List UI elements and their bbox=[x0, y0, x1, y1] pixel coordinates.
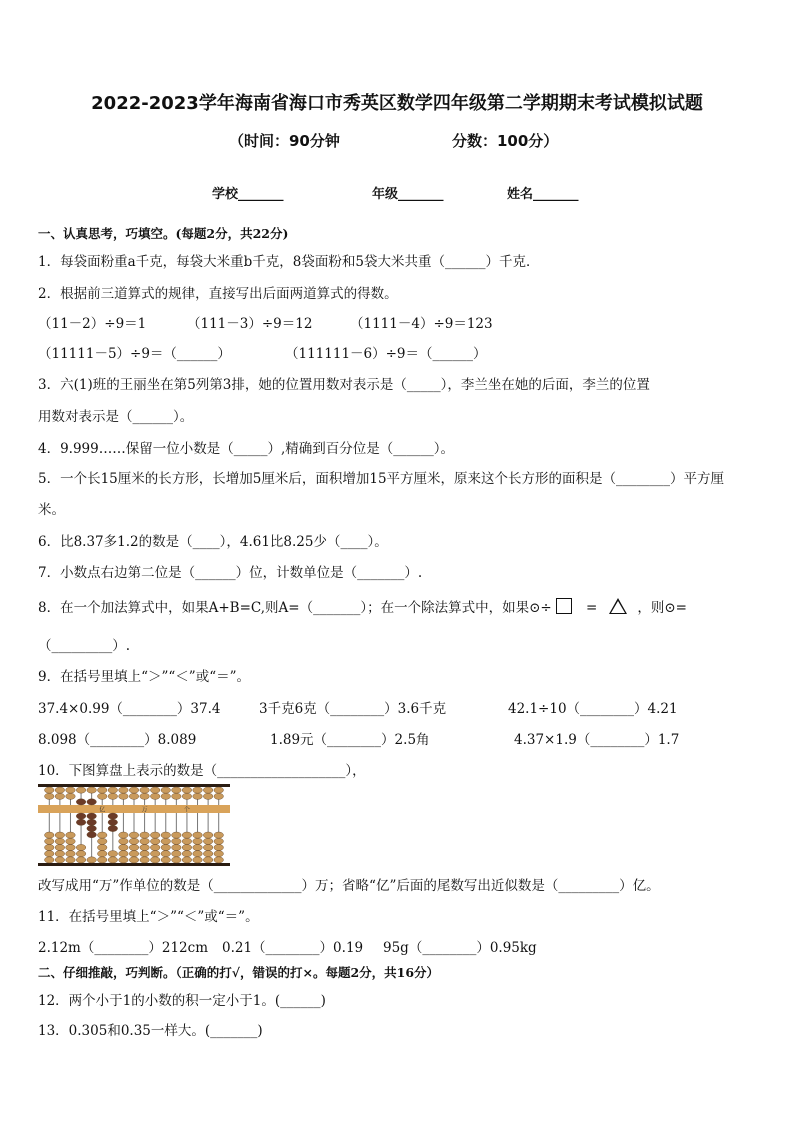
abacus-bead bbox=[45, 857, 55, 863]
question-5-line-1: 5．一个长15厘米的长方形，长增加5厘米后，面积增加15平方厘米，原来这个长方形的面积是（________）平方厘 bbox=[38, 471, 725, 487]
question-3-line-1: 3．六(1)班的王丽坐在第5列第3排，她的位置用数对表示是（_____），李兰坐在她的后面，李兰的位置 bbox=[38, 377, 650, 393]
question-5-line-2: 米。 bbox=[38, 502, 65, 518]
q2-expr-c: （1111－4）÷9＝123 bbox=[350, 316, 493, 332]
abacus-bead bbox=[203, 844, 213, 850]
abacus-bead bbox=[108, 819, 118, 825]
abacus-frame-top bbox=[38, 784, 230, 787]
abacus-bead bbox=[108, 787, 118, 793]
school-field: 学校_______ bbox=[212, 187, 284, 202]
q8-equals: = bbox=[586, 600, 598, 616]
q2-expr-e: （111111－6）÷9＝（______） bbox=[285, 346, 487, 362]
abacus-bead bbox=[108, 851, 118, 857]
abacus-bead bbox=[76, 813, 86, 819]
abacus-label: 亿 bbox=[99, 806, 106, 814]
q8-text-b: ，则⊙= bbox=[637, 600, 687, 616]
q11-item-1: 2.12m（________）212cm bbox=[38, 940, 208, 956]
abacus-bead bbox=[129, 793, 139, 799]
abacus-bead bbox=[108, 793, 118, 799]
abacus-bead bbox=[66, 857, 76, 863]
square-symbol-icon bbox=[556, 598, 572, 614]
abacus-bead bbox=[140, 832, 150, 838]
abacus-bead bbox=[129, 851, 139, 857]
abacus-bead bbox=[182, 832, 192, 838]
abacus-bead bbox=[161, 787, 171, 793]
abacus-bead bbox=[203, 857, 213, 863]
q9-item-4: 8.098（________）8.089 bbox=[38, 732, 197, 748]
abacus-bead bbox=[172, 851, 182, 857]
abacus-bead bbox=[108, 857, 118, 863]
abacus-bead bbox=[214, 787, 224, 793]
abacus-bead bbox=[76, 844, 86, 850]
abacus-bead bbox=[55, 787, 65, 793]
abacus-bead bbox=[55, 844, 65, 850]
triangle-symbol-icon bbox=[609, 598, 627, 614]
exam-score: 分数：100分） bbox=[452, 132, 559, 150]
abacus-bead bbox=[97, 844, 107, 850]
question-1: 1．每袋面粉重a千克，每袋大米重b千克，8袋面粉和5袋大米共重（______）千克． bbox=[38, 254, 540, 270]
abacus-label: 万 bbox=[141, 806, 148, 814]
abacus-bead bbox=[129, 857, 139, 863]
abacus-bead bbox=[66, 793, 76, 799]
question-8-line-2: （_________）. bbox=[38, 638, 131, 654]
abacus-bead bbox=[97, 793, 107, 799]
abacus-bead bbox=[87, 787, 97, 793]
abacus-bead bbox=[203, 787, 213, 793]
abacus-bead bbox=[119, 787, 129, 793]
abacus-bead bbox=[182, 844, 192, 850]
abacus-bead bbox=[45, 838, 55, 844]
question-3-line-2: 用数对表示是（______）。 bbox=[38, 409, 194, 425]
abacus-bead bbox=[87, 857, 97, 863]
abacus-bead bbox=[45, 844, 55, 850]
abacus-bead bbox=[140, 851, 150, 857]
abacus-frame-bottom bbox=[38, 863, 230, 866]
abacus-bead bbox=[150, 832, 160, 838]
question-7: 7．小数点右边第二位是（______）位，计数单位是（_______）. bbox=[38, 565, 423, 581]
abacus-bead bbox=[214, 844, 224, 850]
abacus-bead bbox=[172, 844, 182, 850]
abacus-bead bbox=[203, 832, 213, 838]
abacus-bead bbox=[76, 857, 86, 863]
abacus-bead bbox=[97, 838, 107, 844]
abacus-bead bbox=[172, 832, 182, 838]
q9-item-3: 42.1÷10（________）4.21 bbox=[508, 701, 678, 717]
page-title: 2022-2023学年海南省海口市秀英区数学四年级第二学期期末考试模拟试题 bbox=[91, 93, 703, 114]
abacus-bead bbox=[66, 844, 76, 850]
abacus-label: 个 bbox=[183, 806, 190, 814]
abacus-bead bbox=[45, 851, 55, 857]
abacus-bead bbox=[97, 787, 107, 793]
q9-item-6: 4.37×1.9（________）1.7 bbox=[514, 732, 680, 748]
abacus-bead bbox=[193, 787, 203, 793]
abacus-bead bbox=[182, 851, 192, 857]
abacus-bead bbox=[66, 832, 76, 838]
abacus-bead bbox=[161, 793, 171, 799]
abacus-bead bbox=[66, 787, 76, 793]
abacus-bead bbox=[129, 838, 139, 844]
abacus-bead bbox=[193, 857, 203, 863]
question-2: 2．根据前三道算式的规律，直接写出后面两道算式的得数。 bbox=[38, 286, 398, 302]
abacus-bead bbox=[55, 838, 65, 844]
abacus-bead bbox=[182, 857, 192, 863]
abacus-bead bbox=[119, 793, 129, 799]
question-10: 10．下图算盘上表示的数是（___________________）， bbox=[38, 763, 366, 779]
abacus-bead bbox=[119, 857, 129, 863]
abacus-bead bbox=[76, 799, 86, 805]
abacus-bead bbox=[172, 857, 182, 863]
abacus-bead bbox=[203, 793, 213, 799]
abacus-bead bbox=[214, 832, 224, 838]
q2-expr-b: （111－3）÷9＝12 bbox=[187, 316, 313, 332]
abacus-bead bbox=[55, 832, 65, 838]
q9-item-2: 3千克6克（________）3.6千克 bbox=[259, 701, 447, 717]
abacus-bead bbox=[140, 793, 150, 799]
abacus-bead bbox=[172, 787, 182, 793]
abacus-bead bbox=[140, 838, 150, 844]
abacus-bead bbox=[87, 819, 97, 825]
abacus-bead bbox=[119, 844, 129, 850]
abacus-bead bbox=[45, 787, 55, 793]
abacus-bead bbox=[150, 838, 160, 844]
section-heading-1: 一、认真思考，巧填空。(每题2分，共22分) bbox=[38, 226, 289, 241]
abacus-bead bbox=[182, 793, 192, 799]
abacus-bead bbox=[119, 832, 129, 838]
abacus-bead bbox=[108, 813, 118, 819]
abacus-bead bbox=[150, 793, 160, 799]
abacus-bead bbox=[45, 793, 55, 799]
abacus-bead bbox=[119, 838, 129, 844]
abacus-bead bbox=[161, 838, 171, 844]
abacus-bead bbox=[87, 799, 97, 805]
abacus-bead bbox=[214, 857, 224, 863]
abacus-bead bbox=[161, 851, 171, 857]
abacus-bead bbox=[87, 825, 97, 831]
abacus-bead bbox=[193, 844, 203, 850]
abacus-bead bbox=[182, 838, 192, 844]
abacus-bead bbox=[161, 844, 171, 850]
abacus-bead bbox=[129, 832, 139, 838]
abacus-bead bbox=[150, 787, 160, 793]
abacus-bead bbox=[87, 832, 97, 838]
abacus-beam bbox=[38, 805, 230, 813]
abacus-bead bbox=[193, 838, 203, 844]
abacus-bead bbox=[140, 857, 150, 863]
abacus-bead bbox=[140, 844, 150, 850]
abacus-bead bbox=[161, 832, 171, 838]
abacus-bead bbox=[129, 787, 139, 793]
abacus-bead bbox=[97, 851, 107, 857]
q9-item-5: 1.89元（________）2.5角 bbox=[270, 732, 430, 748]
abacus-bead bbox=[150, 844, 160, 850]
abacus-bead bbox=[45, 832, 55, 838]
question-4: 4．9.999……保留一位小数是（_____）,精确到百分位是（______）。 bbox=[38, 441, 455, 457]
question-9: 9．在括号里填上“＞”“＜”或“＝”。 bbox=[38, 669, 250, 685]
abacus-bead bbox=[161, 857, 171, 863]
abacus-bead bbox=[55, 857, 65, 863]
question-10-line-2: 改写成用“万”作单位的数是（_____________）万；省略“亿”后面的尾数写出近似数是（_________）亿。 bbox=[38, 878, 660, 894]
abacus-bead bbox=[108, 825, 118, 831]
abacus-bead bbox=[66, 851, 76, 857]
abacus-bead bbox=[203, 838, 213, 844]
grade-field: 年级_______ bbox=[372, 187, 444, 202]
q8-text-a: 8．在一个加法算式中，如果A+B=C,则A=（_______）；在一个除法算式中，如果⊙÷ bbox=[38, 600, 552, 616]
abacus-bead bbox=[203, 851, 213, 857]
abacus-bead bbox=[76, 819, 86, 825]
abacus-bead bbox=[140, 787, 150, 793]
abacus-bead bbox=[87, 813, 97, 819]
question-6: 6．比8.37多1.2的数是（____），4.61比8.25少（____）。 bbox=[38, 534, 388, 550]
abacus-bead bbox=[150, 851, 160, 857]
abacus-bead bbox=[193, 832, 203, 838]
abacus-bead bbox=[76, 851, 86, 857]
abacus-bead bbox=[55, 793, 65, 799]
question-13: 13．0.305和0.35一样大。(_______) bbox=[38, 1023, 263, 1039]
abacus-bead bbox=[119, 851, 129, 857]
abacus-bead bbox=[150, 857, 160, 863]
abacus-bead bbox=[97, 832, 107, 838]
q11-item-3: 95g（________）0.95kg bbox=[383, 940, 537, 956]
abacus-bead bbox=[66, 838, 76, 844]
abacus-figure bbox=[38, 784, 230, 866]
abacus-bead bbox=[97, 857, 107, 863]
section-heading-2: 二、仔细推敲，巧判断。（正确的打√，错误的打×。每题2分，共16分） bbox=[38, 965, 440, 980]
question-12: 12．两个小于1的小数的积一定小于1。(______) bbox=[38, 993, 326, 1009]
q2-expr-d: （11111－5）÷9＝（______） bbox=[38, 346, 231, 362]
q9-item-1: 37.4×0.99（________）37.4 bbox=[38, 701, 221, 717]
abacus-bead bbox=[172, 793, 182, 799]
abacus-bead bbox=[214, 793, 224, 799]
abacus-bead bbox=[193, 793, 203, 799]
abacus-bead bbox=[172, 838, 182, 844]
abacus-bead bbox=[214, 851, 224, 857]
q11-item-2: 0.21（________）0.19 bbox=[222, 940, 364, 956]
question-11: 11．在括号里填上“＞”“＜”或“＝”。 bbox=[38, 909, 259, 925]
q2-expr-a: （11－2）÷9＝1 bbox=[38, 316, 147, 332]
abacus-bead bbox=[193, 851, 203, 857]
abacus-bead bbox=[182, 787, 192, 793]
abacus-bead bbox=[214, 838, 224, 844]
abacus-bead bbox=[76, 787, 86, 793]
exam-time: （时间：90分钟 bbox=[229, 132, 340, 150]
name-field: 姓名_______ bbox=[507, 187, 579, 202]
question-8-line-1 bbox=[38, 596, 687, 616]
abacus-bead bbox=[129, 844, 139, 850]
abacus-bead bbox=[55, 851, 65, 857]
